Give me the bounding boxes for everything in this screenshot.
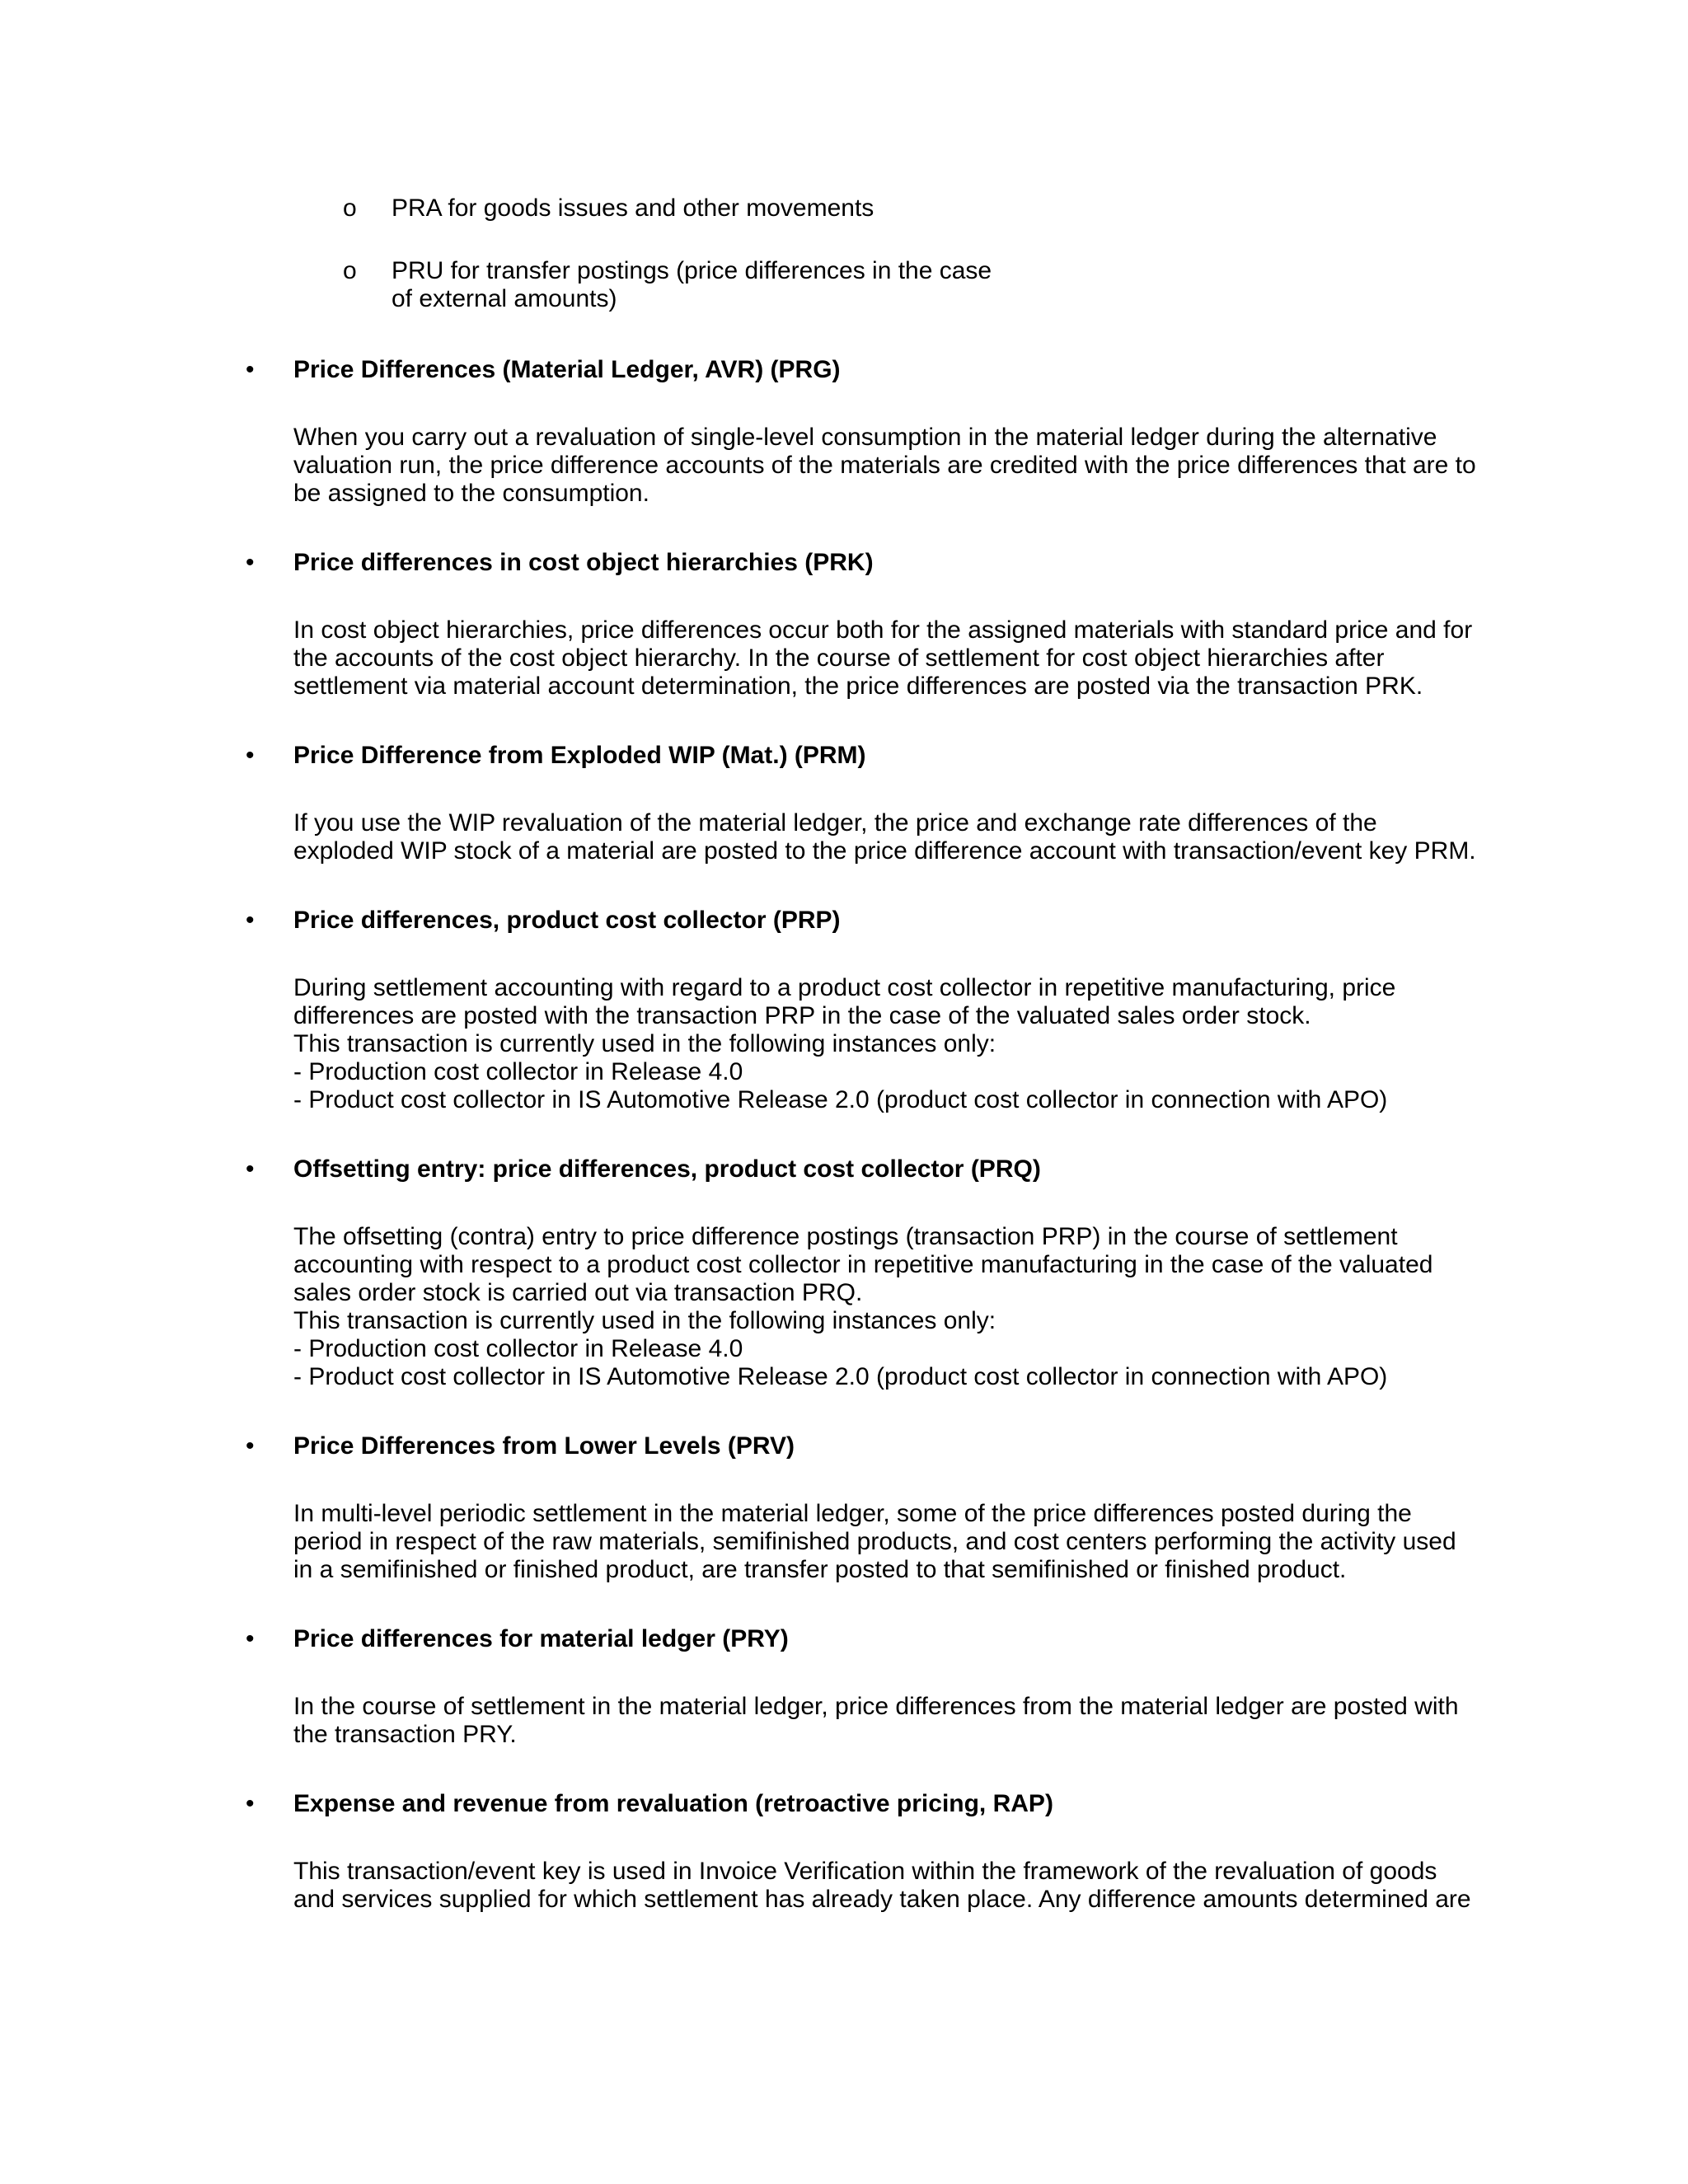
section-heading: Price Differences from Lower Levels (PRV) — [293, 1432, 795, 1460]
section-rap — [0, 1790, 1688, 1914]
section-body: In multi-level periodic settlement in the material ledger, some of the price differences posted during the period in respect of the raw materials, semifinished products, and cost centers performing the activity used in a semifinished or finished product, are transfer posted to that semifinished or finished product. — [293, 1500, 1456, 1583]
bullet-icon: • — [246, 1432, 255, 1460]
sub-list-item — [0, 194, 1688, 223]
section-prv — [0, 1432, 1688, 1584]
sub-list-item-text: PRA for goods issues and other movements — [392, 194, 874, 222]
sub-list-item-text: PRU for transfer postings (price differences in the case of external amounts) — [392, 257, 992, 312]
section-heading: Price differences in cost object hierarchies (PRK) — [293, 549, 874, 576]
bullet-icon: • — [246, 907, 255, 934]
section-heading: Expense and revenue from revaluation (retroactive pricing, RAP) — [293, 1790, 1053, 1817]
section-body: In the course of settlement in the material ledger, price differences from the material ledger are posted with the transaction PRY. — [293, 1693, 1459, 1748]
circle-bullet-icon: o — [343, 194, 357, 222]
bullet-icon: • — [246, 1790, 255, 1817]
section-prg — [0, 356, 1688, 508]
section-prm — [0, 742, 1688, 865]
bullet-icon: • — [246, 1155, 255, 1183]
section-body: This transaction/event key is used in Invoice Verification within the framework of the revaluation of goods and services supplied for which settlement has already taken place. Any difference amounts determined are — [293, 1858, 1471, 1913]
sub-bullet-list — [0, 194, 1688, 348]
section-body: The offsetting (contra) entry to price difference postings (transaction PRP) in the course of settlement accounting with respect to a product cost collector in repetitive manufacturing in the case of the valuated sales order stock is carried out via transaction PRQ. This transaction is currently used in the following instances only: - Production cost collector in Release 4.0 - Product cost collector in IS Automotive Release 2.0 (product cost collector in connection with APO) — [293, 1223, 1433, 1390]
bullet-icon: • — [246, 549, 255, 576]
bullet-icon: • — [246, 356, 255, 383]
section-list — [0, 356, 1688, 1955]
section-heading: Offsetting entry: price differences, product cost collector (PRQ) — [293, 1155, 1041, 1183]
bullet-icon: • — [246, 1625, 255, 1652]
section-prk — [0, 549, 1688, 701]
section-body: If you use the WIP revaluation of the material ledger, the price and exchange rate differences of the exploded WIP stock of a material are posted to the price difference account with transaction/event key PRM. — [293, 809, 1476, 865]
section-heading: Price Differences (Material Ledger, AVR) (PRG) — [293, 356, 841, 383]
section-prq — [0, 1155, 1688, 1391]
sub-list-item — [0, 257, 1688, 313]
section-body: When you carry out a revaluation of single-level consumption in the material ledger during the alternative valuation run, the price difference accounts of the materials are credited with the price differences that are to be assigned to the consumption. — [293, 424, 1476, 507]
circle-bullet-icon: o — [343, 257, 357, 284]
section-prp — [0, 907, 1688, 1114]
section-heading: Price differences for material ledger (PRY) — [293, 1625, 789, 1652]
section-body: In cost object hierarchies, price differences occur both for the assigned materials with standard price and for the accounts of the cost object hierarchy. In the course of settlement for cost object hierarchies after settlement via material account determination, the price differences are posted via the transaction PRK. — [293, 616, 1473, 700]
section-pry — [0, 1625, 1688, 1749]
section-heading: Price Difference from Exploded WIP (Mat.) (PRM) — [293, 742, 866, 769]
section-body: During settlement accounting with regard to a product cost collector in repetitive manufacturing, price differences are posted with the transaction PRP in the case of the valuated sales order stock. This transaction is currently used in the following instances only: - Production cost collector in Release 4.0 - Product cost collector in IS Automotive Release 2.0 (product cost collector in connection with APO) — [293, 974, 1396, 1113]
bullet-icon: • — [246, 742, 255, 769]
section-heading: Price differences, product cost collector (PRP) — [293, 907, 841, 934]
